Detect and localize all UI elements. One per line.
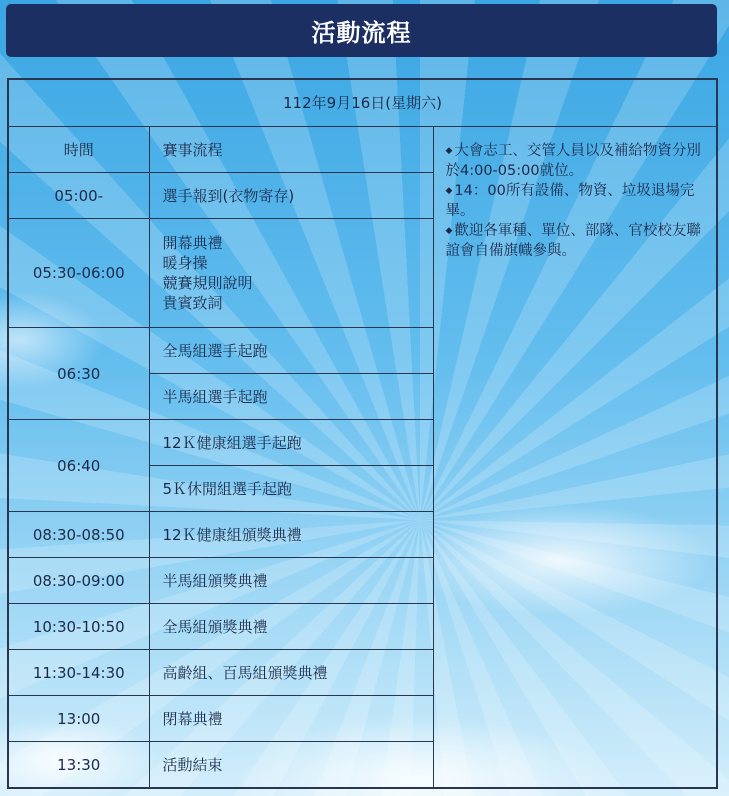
- note-text: 歡迎各軍種、單位、部隊、官校校友聯誼會自備旗幟參與。: [445, 223, 701, 259]
- title-bar: [6, 4, 717, 57]
- row-event: 12Ｋ健康組選手起跑: [149, 420, 433, 466]
- row-time: 05:00-: [8, 173, 149, 219]
- row-event: 閉幕典禮: [149, 696, 433, 742]
- notes-cell: [433, 127, 717, 789]
- date-row: [8, 79, 717, 127]
- event-line: 開幕典禮: [162, 234, 223, 252]
- row-time: 13:30: [8, 742, 149, 789]
- row-event: 5Ｋ休閒組選手起跑: [149, 466, 433, 512]
- row-event: [149, 219, 433, 328]
- note-item: [446, 221, 705, 261]
- row-event: 半馬組選手起跑: [149, 374, 433, 420]
- event-date: 112年9月16日(星期六): [8, 79, 717, 127]
- note-text: 14：00所有設備、物資、垃圾退場完畢。: [445, 183, 695, 219]
- row-event: 高齡組、百馬組頒獎典禮: [149, 650, 433, 696]
- row-time: 05:30-06:00: [8, 219, 149, 328]
- row-time: 06:40: [8, 420, 149, 512]
- row-event: 選手報到(衣物寄存): [149, 173, 433, 219]
- schedule-table: [7, 78, 718, 789]
- row-time: 10:30-10:50: [8, 604, 149, 650]
- diamond-bullet-icon: ◆: [445, 226, 453, 236]
- event-line: 暖身操: [162, 254, 208, 272]
- note-item: [446, 181, 705, 221]
- row-time: 06:30: [8, 328, 149, 420]
- row-time: 08:30-08:50: [8, 512, 149, 558]
- diamond-bullet-icon: ◆: [445, 186, 453, 196]
- row-event: 活動結束: [149, 742, 433, 789]
- row-event: 全馬組頒獎典禮: [149, 604, 433, 650]
- event-line: 競賽規則說明: [162, 274, 253, 292]
- row-event: 半馬組頒獎典禮: [149, 558, 433, 604]
- page-title: 活動流程: [311, 19, 412, 47]
- note-item: [446, 141, 705, 181]
- diamond-bullet-icon: ◆: [445, 146, 453, 156]
- header-time: 時間: [8, 127, 149, 173]
- row-event: 全馬組選手起跑: [149, 328, 433, 374]
- header-event: 賽事流程: [149, 127, 433, 173]
- event-line: 貴賓致詞: [162, 294, 223, 312]
- note-text: 大會志工、交管人員以及補給物資分別於4:00-05:00就位。: [445, 143, 701, 179]
- header-row: [8, 127, 717, 173]
- row-time: 11:30-14:30: [8, 650, 149, 696]
- row-time: 13:00: [8, 696, 149, 742]
- row-event: 12Ｋ健康組頒獎典禮: [149, 512, 433, 558]
- row-time: 08:30-09:00: [8, 558, 149, 604]
